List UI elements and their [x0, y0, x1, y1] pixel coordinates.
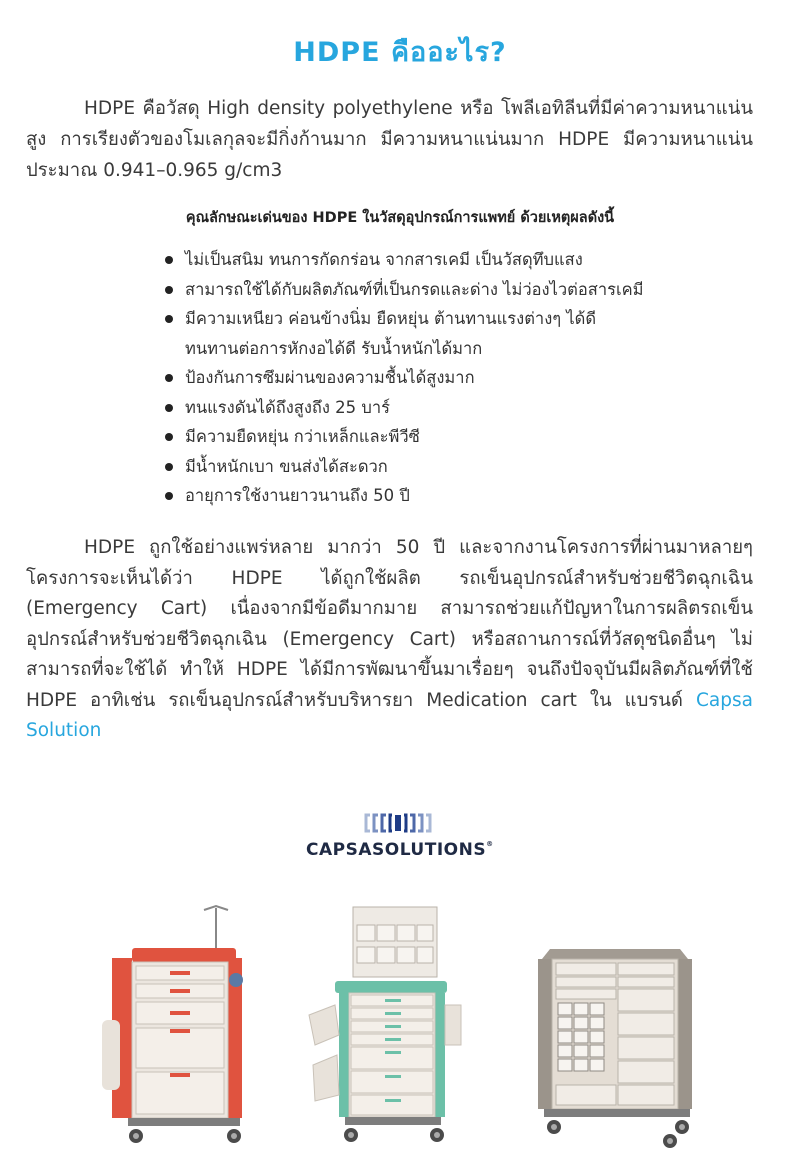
body-text: HDPE ถูกใช้อย่างแพร่หลาย มากว่า 50 ปี และจากงานโครงการที่ผ่านมาหลายๆ โครงการจะเห็นได้ว่า HDPE ได้ถูกใช้ผลิต รถเข็นอุปกรณ์สำหรับช่วยชีวิตฉุกเฉิน (Emergency Cart) เนื่องจากมีข้อดีมากมาย สามารถช่วยแก้ปัญหาในการผลิตรถเข็นอุปกรณ์สำหรับช่วยชีวิตฉุกเฉิน (Emergency Cart) หรือสถานการณ์ที่วัสดุชนิดอื่นๆ ไม่สามารถที่จะใช้ได้ ทำให้ HDPE ได้มีการพัฒนาขึ้นมาเรื่อยๆ จนถึงปัจจุบันมีผลิตภัณฑ์ที่ใช้ HDPE อาทิเช่น รถเข็นอุปกรณ์สำหรับบริหารยา Medication cart ใน แบรนด์ — [26, 537, 753, 711]
anesthesia-cart-teal-icon — [305, 905, 475, 1150]
product-carts-image — [0, 900, 800, 1160]
bullet-icon — [165, 433, 173, 441]
capsa-logo-mark-icon — [358, 812, 438, 834]
feature-text: ไม่เป็นสนิม ทนการกัดกร่อน จากสารเคมี เป็นวัสดุทึบแสง — [185, 250, 583, 269]
features-list — [165, 245, 685, 511]
feature-item — [165, 393, 685, 423]
feature-item — [165, 304, 685, 363]
capsa-solution-link[interactable]: Capsa Solution — [26, 689, 753, 741]
capsa-logo-wordmark — [306, 840, 492, 860]
feature-text-continued: ทนทานต่อการหักงอได้ดี รับน้ำหนักได้มาก — [185, 338, 483, 358]
feature-text: มีน้ำหนักเบา ขนส่งได้สะดวก — [185, 456, 388, 476]
logo-registered-mark: ® — [486, 840, 494, 848]
feature-item — [165, 363, 685, 393]
feature-text: มีความยืดหยุ่น กว่าเหล็กและพีวีซี — [185, 427, 420, 446]
feature-text: ทนแรงดันได้ถึงสูงถึง 25 บาร์ — [185, 397, 391, 417]
feature-text: มีความเหนียว ค่อนข้างนิ่ม ยืดหยุ่น ต้านทานแรงต่างๆ ได้ดี — [185, 309, 597, 328]
bullet-icon — [165, 286, 173, 294]
logo-word-capsa: CAPSA — [306, 840, 372, 860]
feature-item — [165, 245, 685, 275]
feature-text: ป้องกันการซึมผ่านของความชื้นได้สูงมาก — [185, 368, 475, 387]
feature-item — [165, 452, 685, 482]
feature-item — [165, 275, 685, 305]
bullet-icon — [165, 463, 173, 471]
bullet-icon — [165, 404, 173, 412]
feature-item — [165, 481, 685, 511]
capsa-solutions-logo — [306, 812, 492, 862]
bullet-icon — [165, 256, 173, 264]
feature-text: สามารถใช้ได้กับผลิตภัณฑ์ที่เป็นกรดและด่าง ไม่ว่องไวต่อสารเคมี — [185, 279, 644, 299]
logo-word-solutions: SOLUTIONS — [372, 840, 487, 860]
features-heading: คุณลักษณะเด่นของ HDPE ในวัสดุอุปกรณ์การแพทย์ ด้วยเหตุผลดังนี้ — [185, 210, 615, 226]
intro-paragraph — [26, 93, 753, 186]
intro-text: HDPE คือวัสดุ High density polyethylene หรือ โพลีเอทิลีนที่มีค่าความหนาแน่นสูง การเรียงตัวของโมเลกุลจะมีกิ่งก้านมาก มีความหนาแน่นมาก HDPE มีความหนาแน่นประมาณ 0.941–0.965 g/cm3 — [26, 98, 753, 181]
bullet-icon — [165, 492, 173, 500]
bullet-icon — [165, 374, 173, 382]
body-paragraph — [26, 533, 753, 747]
bullet-icon — [165, 315, 173, 323]
medication-cart-gray-icon — [530, 945, 705, 1150]
feature-item — [165, 422, 685, 452]
page-title: HDPE คืออะไร? — [293, 37, 507, 68]
emergency-cart-red-icon — [92, 900, 252, 1150]
feature-text: อายุการใช้งานยาวนานถึง 50 ปี — [185, 486, 410, 505]
